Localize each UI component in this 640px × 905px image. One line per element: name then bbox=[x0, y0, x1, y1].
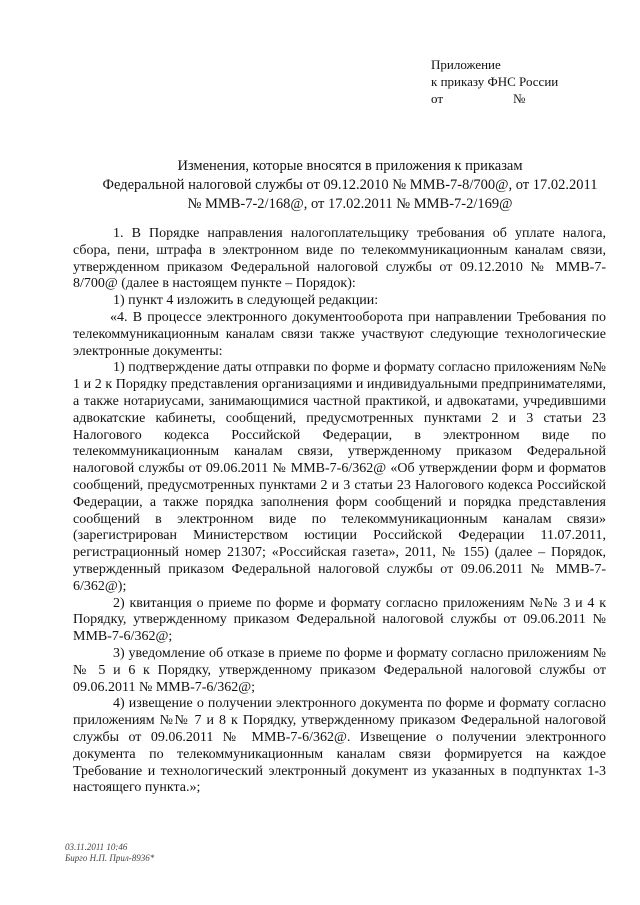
paragraph-4: 1) подтверждение даты отправки по форме и формату согласно приложениям №№ 1 и 2 к Порядку представления организациями и индивидуальными предпринимателями, а также нотариусами, занимающимися частной практикой, и адвокатами, учредившими адвокатские кабинеты, сообщений, предусмотренных пунктами 2 и 3 статьи 23 Налогового кодекса Российской Федерации, в электронном виде по телекоммуникационным каналам связи, утвержденному приказом Федеральной налоговой службы от 09.06.2011 № ММВ-7-6/362@ «Об утверждении форм и форматов сообщений, предусмотренных пунктами 2 и 3 статьи 23 Налогового кодекса Российской Федерации, а также порядка заполнения форм сообщений и порядка представления сообщений в электронном виде по телекоммуникационным каналам связи» (зарегистрирован Министерством юстиции Российской Федерации 11.07.2011, регистрационный номер 21307; «Российская газета», 2011, № 155) (далее – Порядок, утвержденный приказом Федеральной налоговой службы от 09.06.2011 № ММВ-7-6/362@); bbox=[73, 360, 606, 594]
appendix-number-label: № bbox=[513, 91, 526, 106]
appendix-header bbox=[431, 56, 558, 107]
paragraph-1: 1. В Порядке направления налогоплательщику требования об уплате налога, сбора, пени, штрафа в электронном виде по телекоммуникационным каналам связи, утвержденном приказом Федеральной налоговой службы от 09.12.2010 № ММВ-7-8/700@ (далее в настоящем пункте – Порядок): bbox=[73, 226, 606, 292]
document-title bbox=[60, 157, 640, 214]
footer-author: Бирго Н.П. Прил-8936* bbox=[65, 853, 155, 863]
paragraph-5: 2) квитанция о приеме по форме и формату согласно приложениям №№ 3 и 4 к Порядку, утвержденному приказом Федеральной налоговой службы от 09.06.2011 № ММВ-7-6/362@; bbox=[73, 595, 606, 645]
paragraph-7: 4) извещение о получении электронного документа по форме и формату согласно приложениям №№ 7 и 8 к Порядку, утвержденному приказом Федеральной налоговой службы от 09.06.2011 № ММВ-7-6/362@. Извещение о получении электронного документа по телекоммуникационным каналам связи формируется на каждое Требование и технологический электронный документ из указанных в подпунктах 1-3 настоящего пункта.»; bbox=[73, 696, 606, 796]
paragraph-2: 1) пункт 4 изложить в следующей редакции: bbox=[113, 293, 379, 309]
title-line-2: Федеральной налоговой службы от 09.12.2010 № ММВ-7-8/700@, от 17.02.2011 bbox=[102, 177, 598, 193]
appendix-date-number bbox=[431, 90, 558, 107]
appendix-order-ref: к приказу ФНС России bbox=[431, 74, 559, 89]
footer-timestamp: 03.11.2011 10:46 bbox=[65, 842, 128, 852]
paragraph-6: 3) уведомление об отказе в приеме по форме и формату согласно приложениям №№ 5 и 6 к Порядку, утвержденному приказом Федеральной налоговой службы от 09.06.2011 № ММВ-7-6/362@; bbox=[73, 645, 606, 695]
title-line-3: № ММВ-7-2/168@, от 17.02.2011 № ММВ-7-2/169@ bbox=[187, 196, 513, 212]
appendix-date-label: от bbox=[431, 91, 444, 106]
document-body bbox=[73, 226, 606, 797]
title-line-1: Изменения, которые вносятся в приложения к приказам bbox=[177, 158, 523, 174]
paragraph-3: «4. В процессе электронного документооборота при направлении Требования по телекоммуникационным каналам связи также участвуют следующие технологические электронные документы: bbox=[73, 309, 606, 359]
document-footer bbox=[65, 842, 154, 864]
appendix-title: Приложение bbox=[431, 57, 501, 72]
